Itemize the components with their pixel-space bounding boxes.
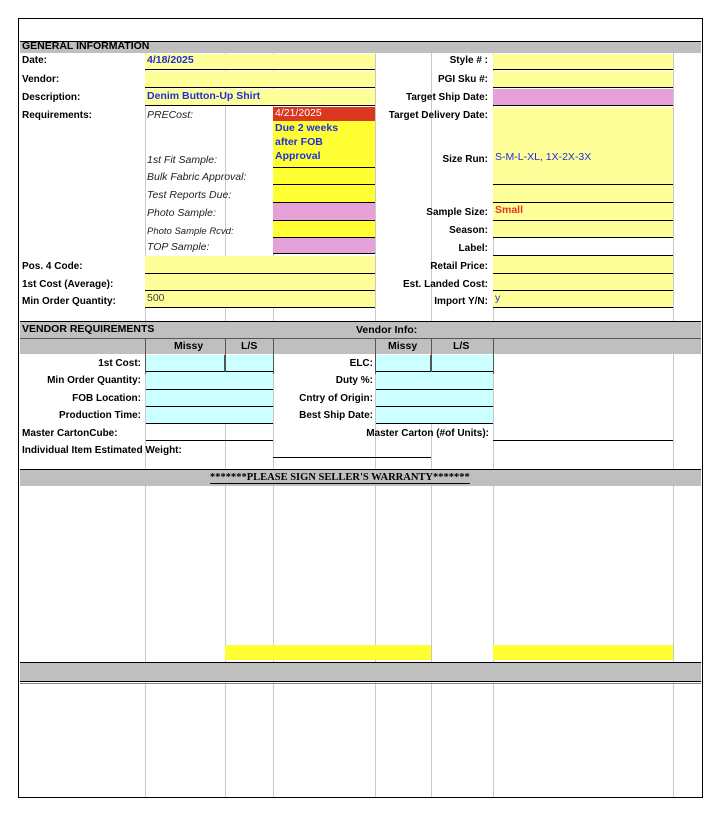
vendor-info-title: Vendor Info: xyxy=(356,324,418,336)
vendor-label: Vendor: xyxy=(22,74,60,85)
signature-field-right[interactable] xyxy=(493,645,673,660)
general-info-title: GENERAL INFORMATION xyxy=(22,40,150,52)
item-weight-field[interactable] xyxy=(273,441,431,458)
pos4-code-label: Pos. 4 Code: xyxy=(22,261,83,272)
col-separator xyxy=(493,338,494,374)
signature-field-left[interactable] xyxy=(225,645,431,660)
top-sample-label: TOP Sample: xyxy=(147,241,210,253)
first-fit-label: 1st Fit Sample: xyxy=(147,154,218,166)
production-time-field[interactable] xyxy=(146,407,273,424)
ls-column-right: L/S xyxy=(453,340,470,352)
best-ship-label: Best Ship Date: xyxy=(299,410,373,421)
min-order-value: 500 xyxy=(147,292,165,304)
vendor-requirements-title: VENDOR REQUIREMENTS xyxy=(22,323,155,335)
target-ship-field[interactable] xyxy=(493,89,673,106)
elc-missy-field[interactable] xyxy=(376,355,431,372)
precost-note-field[interactable] xyxy=(273,121,375,168)
retail-price-field[interactable] xyxy=(493,256,673,274)
precost-field[interactable] xyxy=(273,107,375,121)
duty-label: Duty %: xyxy=(335,375,373,386)
import-field[interactable] xyxy=(493,291,673,308)
first-cost-ls-field[interactable] xyxy=(226,355,273,372)
retail-price-label: Retail Price: xyxy=(430,261,488,272)
vendor-columns-header xyxy=(20,338,701,354)
footer-band xyxy=(20,662,701,682)
item-weight-label: Individual Item Estimated Weight: xyxy=(22,445,182,456)
requirements-label: Requirements: xyxy=(22,110,93,121)
origin-field[interactable] xyxy=(376,390,493,407)
sample-size-label: Sample Size: xyxy=(426,207,488,218)
precost-note: Due 2 weeks after FOB Approval xyxy=(275,122,339,162)
bulk-fabric-label: Bulk Fabric Approval: xyxy=(147,171,247,183)
size-run-value: S-M-L-XL, 1X-2X-3X xyxy=(495,151,592,163)
date-field[interactable] xyxy=(145,54,375,70)
precost-label: PRECost: xyxy=(147,109,194,121)
missy-column-left: Missy xyxy=(174,340,204,352)
season-label: Season: xyxy=(449,225,488,236)
photo-sample-field[interactable] xyxy=(273,203,375,221)
label-field[interactable] xyxy=(493,238,673,256)
pgi-sku-label: PGI Sku #: xyxy=(437,74,488,85)
description-value: Denim Button-Up Shirt xyxy=(147,90,261,102)
worksheet xyxy=(18,18,703,798)
elc-ls-field[interactable] xyxy=(432,355,493,372)
vendor-requirements-header xyxy=(20,321,701,338)
master-carton-field[interactable] xyxy=(493,424,673,441)
style-label: Style # : xyxy=(449,55,488,66)
warranty-text: *******PLEASE SIGN SELLER'S WARRANTY******* xyxy=(210,472,470,483)
style-field[interactable] xyxy=(493,54,673,70)
warranty-header xyxy=(20,469,701,486)
elc-label: ELC: xyxy=(349,358,373,369)
ls-column-left: L/S xyxy=(241,340,258,352)
photo-sample-label: Photo Sample: xyxy=(147,207,216,219)
sample-size-value: Small xyxy=(495,204,524,216)
date-label: Date: xyxy=(22,55,48,66)
import-label: Import Y/N: xyxy=(434,296,488,307)
description-label: Description: xyxy=(22,92,81,103)
target-delivery-field[interactable] xyxy=(493,107,673,185)
origin-label: Cntry of Origin: xyxy=(299,393,373,404)
target-ship-label: Target Ship Date: xyxy=(405,92,488,103)
duty-field[interactable] xyxy=(376,372,493,390)
best-ship-field[interactable] xyxy=(376,407,493,424)
landed-cost-label: Est. Landed Cost: xyxy=(402,279,488,290)
divider xyxy=(20,683,701,684)
bulk-fabric-field[interactable] xyxy=(273,168,375,185)
size-run-label: Size Run: xyxy=(442,154,488,165)
vendor-min-order-field[interactable] xyxy=(146,372,273,390)
first-cost-label: 1st Cost: xyxy=(98,358,141,369)
season-field[interactable] xyxy=(493,221,673,238)
fob-location-label: FOB Location: xyxy=(72,393,141,404)
pgi-sku-field[interactable] xyxy=(493,71,673,88)
description-field[interactable] xyxy=(145,89,375,106)
carton-cube-field[interactable] xyxy=(146,424,273,441)
vendor-field[interactable] xyxy=(145,71,375,88)
carton-cube-label: Master CartonCube: xyxy=(22,428,118,439)
min-order-label: Min Order Quantity: xyxy=(22,296,116,307)
target-delivery-label: Target Delivery Date: xyxy=(388,110,488,121)
general-info-header xyxy=(20,41,701,53)
date-value: 4/18/2025 xyxy=(147,54,194,66)
first-cost-missy-field[interactable] xyxy=(146,355,225,372)
import-value: y xyxy=(495,292,501,304)
first-cost-average-field[interactable] xyxy=(145,274,375,291)
first-cost-average-label: 1st Cost (Average): xyxy=(22,279,114,290)
col-separator xyxy=(273,338,274,374)
production-time-label: Production Time: xyxy=(58,410,141,421)
test-reports-field[interactable] xyxy=(273,185,375,203)
min-order-field[interactable] xyxy=(145,291,375,308)
master-carton-label: Master Carton (#of Units): xyxy=(366,428,489,439)
missy-column-right: Missy xyxy=(388,340,418,352)
photo-rcvd-label: Photo Sample Rcvd: xyxy=(147,226,234,237)
vendor-min-order-label: Min Order Quantity: xyxy=(47,375,141,386)
precost-value: 4/21/2025 xyxy=(275,107,322,119)
size-run-extra-field[interactable] xyxy=(493,185,673,203)
landed-cost-field[interactable] xyxy=(493,274,673,291)
pos4-code-field[interactable] xyxy=(145,256,375,274)
sample-size-field[interactable] xyxy=(493,203,673,221)
fob-location-field[interactable] xyxy=(146,390,273,407)
test-reports-label: Test Reports Due: xyxy=(147,189,232,201)
photo-rcvd-field[interactable] xyxy=(273,221,375,238)
label-label: Label: xyxy=(458,243,488,254)
top-sample-field[interactable] xyxy=(273,238,375,254)
